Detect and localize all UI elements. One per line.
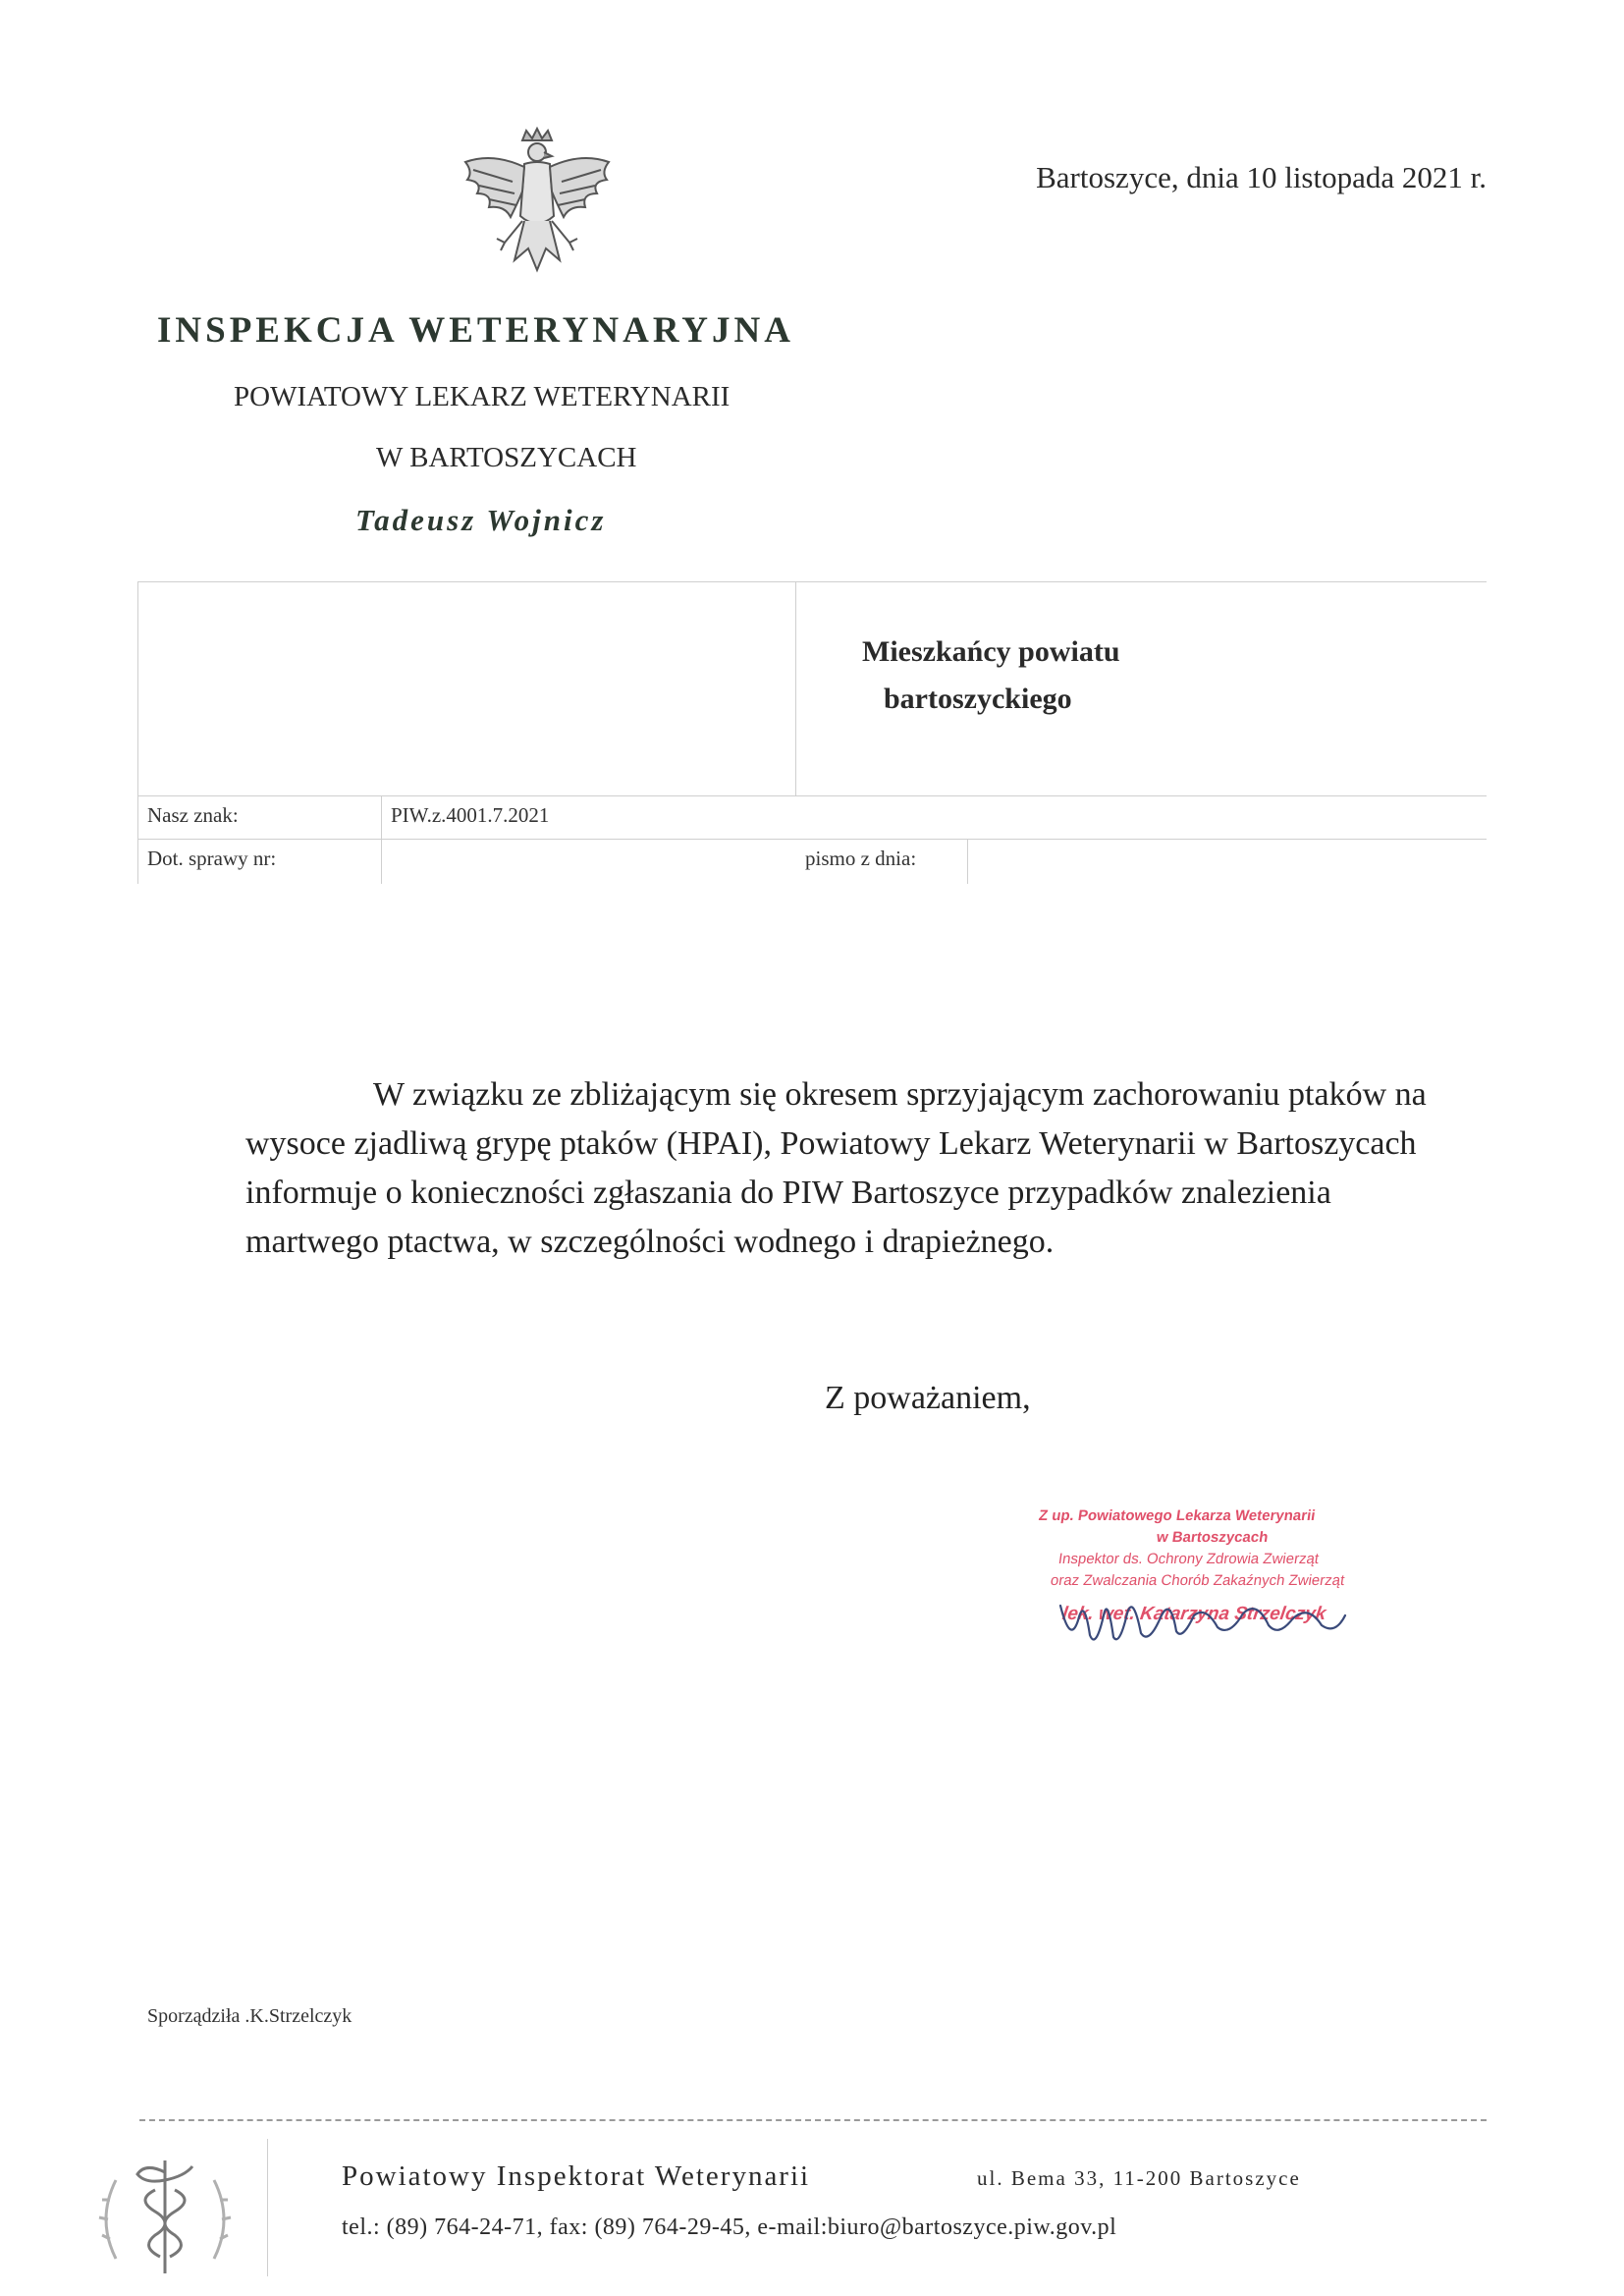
letter-body <box>245 1070 1434 1267</box>
institution-city: W BARTOSZYCACH <box>376 442 637 473</box>
footer-vertical-divider <box>267 2139 268 2276</box>
our-ref-label: Nasz znak: <box>147 803 239 827</box>
institution-role: POWIATOWY LEKARZ WETERYNARII <box>234 381 731 412</box>
box-row-line-1 <box>137 795 1487 796</box>
official-stamp <box>1011 1507 1443 1674</box>
box-row-line-2 <box>137 839 1487 840</box>
box-ref-divider <box>381 795 382 884</box>
handwritten-signature-icon <box>1051 1576 1365 1655</box>
letter-date-label: pismo z dnia: <box>805 847 917 870</box>
eagle-emblem-icon <box>454 123 621 290</box>
stamp-line-1: Z up. Powiatowego Lekarza Weterynarii <box>1037 1507 1317 1524</box>
stamp-line-3: Inspektor ds. Ochrony Zdrowia Zwierząt <box>1056 1551 1321 1567</box>
our-ref-value: PIW.z.4001.7.2021 <box>391 803 550 827</box>
box-top-line <box>137 581 1487 582</box>
stamp-line-4: oraz Zwalczania Chorób Zakaźnych Zwierząt <box>1049 1572 1346 1589</box>
recipient-line-1: Mieszkańcy powiatu <box>862 635 1120 668</box>
institution-name: INSPEKCJA WETERYNARYJNA <box>157 310 794 351</box>
caduceus-logo-icon <box>86 2141 244 2288</box>
footer-organization: Powiatowy Inspektorat Weterynarii <box>342 2160 811 2192</box>
box-date-divider <box>967 839 968 884</box>
footer-contact: tel.: (89) 764-24-71, fax: (89) 764-29-45, e-mail:biuro@bartoszyce.piw.gov.pl <box>342 2214 1117 2240</box>
recipient <box>862 629 1120 723</box>
institution-person: Tadeusz Wojnicz <box>355 503 607 537</box>
body-paragraph: W związku ze zbliżającym się okresem sprzyjającym zachorowaniu ptaków na wysoce zjadliwą grypę ptaków (HPAI), Powiatowy Lekarz Weterynarii w Bartoszycach informuje o konieczności zgłaszania do PIW Bartoszyce przypadków znalezienia martwego ptactwa, w szczególności wodnego i drapieżnego. <box>245 1076 1427 1260</box>
document-date: Bartoszyce, dnia 10 listopada 2021 r. <box>1036 160 1487 194</box>
stamp-line-5: lek. wet. Katarzyna Strzelczyk <box>1060 1604 1327 1624</box>
prepared-by: Sporządziła .K.Strzelczyk <box>147 2005 352 2027</box>
box-middle-line <box>795 581 796 795</box>
stamp-line-2: w Bartoszycach <box>1155 1529 1270 1546</box>
footer-address: ul. Bema 33, 11-200 Bartoszyce <box>977 2166 1301 2190</box>
address-reference-box <box>137 581 1487 884</box>
closing-phrase: Z poważaniem, <box>825 1380 1031 1416</box>
case-number-label: Dot. sprawy nr: <box>147 847 277 870</box>
footer-divider <box>139 2119 1487 2121</box>
recipient-line-2: bartoszyckiego <box>884 683 1072 715</box>
